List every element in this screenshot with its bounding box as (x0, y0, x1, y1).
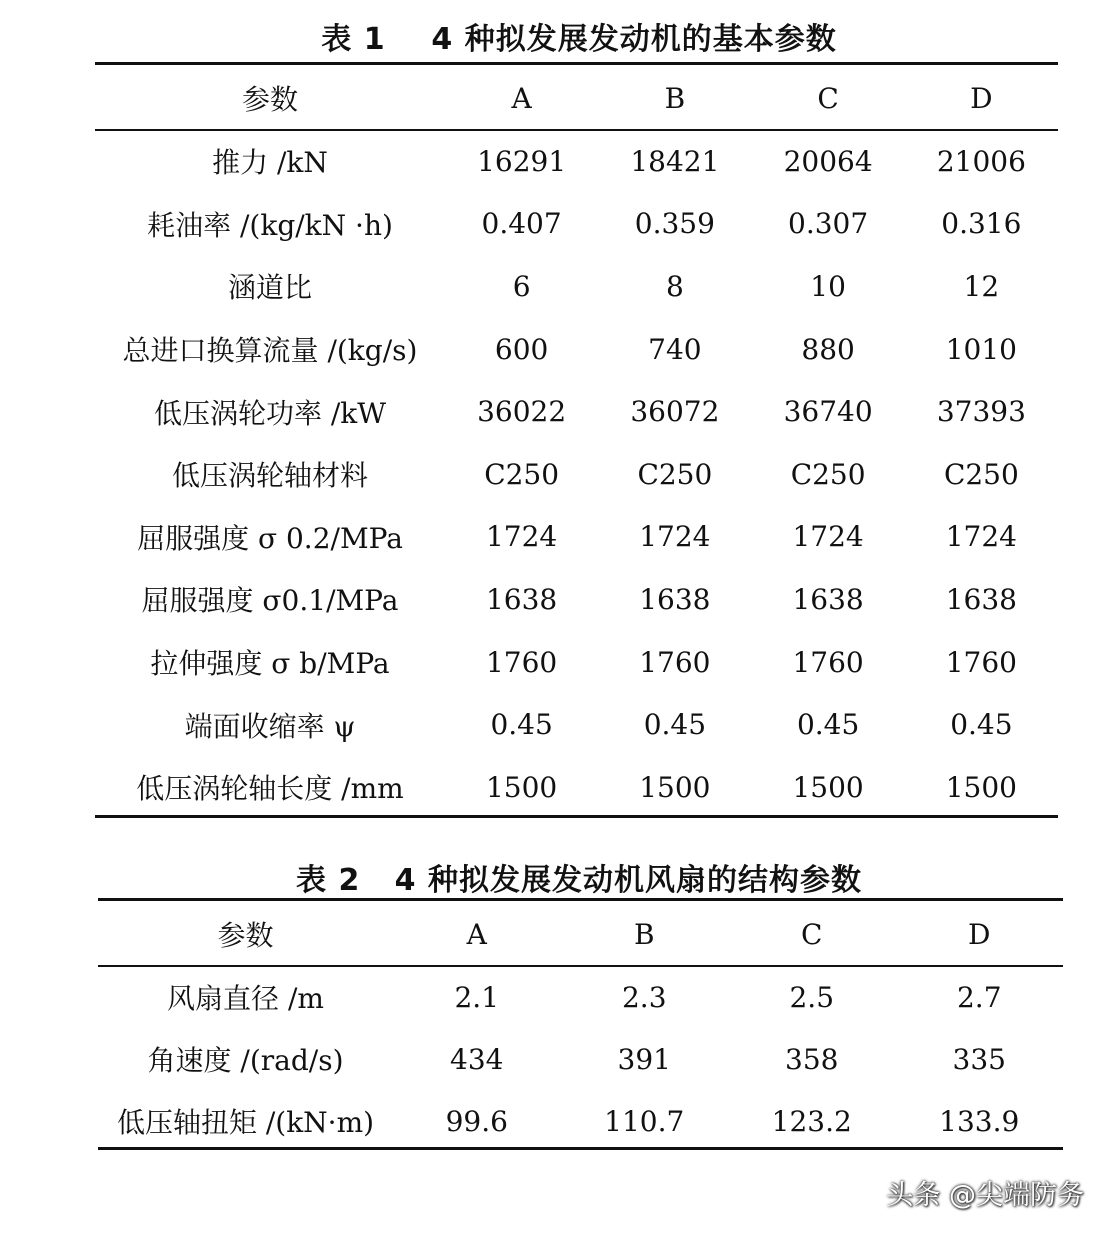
watermark: 头条 @尖端防务 (886, 1180, 1084, 1211)
table-row (98, 966, 1063, 1028)
param-name: 推力 /kN (212, 146, 328, 180)
value-cell: 36072 (630, 395, 720, 429)
table2-header-row (98, 902, 1063, 966)
value-cell: 21006 (936, 144, 1026, 178)
value-cell: 1760 (639, 645, 711, 679)
value-cell: 880 (801, 332, 855, 366)
table-row (95, 318, 1058, 381)
table-row (95, 380, 1058, 443)
param-name: 涵道比 (227, 271, 312, 305)
param-name: 低压涡轮轴长度 /mm (136, 772, 404, 806)
table1-header-row (95, 66, 1058, 130)
table-row (95, 568, 1058, 631)
table1 (95, 66, 1058, 819)
param-name: 低压轴扭矩 /(kN·m) (116, 1106, 375, 1139)
value-cell: C250 (484, 457, 560, 491)
value-cell: C250 (943, 457, 1019, 491)
param-name: 低压涡轮功率 /kW (153, 396, 387, 430)
value-cell: 110.7 (604, 1104, 685, 1138)
value-cell: 1638 (485, 582, 558, 616)
table2 (98, 902, 1063, 1152)
param-name: 屈服强度 σ0.1/MPa (141, 584, 399, 618)
value-cell: C250 (637, 457, 713, 491)
value-cell: 0.45 (643, 708, 707, 742)
table-row (95, 693, 1058, 756)
value-cell: 16291 (477, 144, 567, 178)
value-cell: 391 (617, 1042, 671, 1076)
value-cell: 1638 (792, 582, 864, 616)
table-row (95, 756, 1058, 819)
value-cell: 0.45 (950, 708, 1013, 742)
table2-title: 表 2 4 种拟发展发动机风扇的结构参数 (296, 863, 862, 898)
value-cell: 0.307 (788, 207, 869, 241)
header-cell: B (664, 81, 686, 115)
header-cell: A (511, 81, 532, 115)
value-cell: 1724 (792, 520, 864, 554)
value-cell: 10 (810, 269, 846, 303)
value-cell: 12 (963, 269, 1000, 303)
param-name: 风扇直径 /m (167, 982, 324, 1015)
table-row (95, 443, 1058, 506)
value-cell: 1638 (639, 582, 711, 616)
value-cell: 434 (450, 1042, 504, 1076)
value-cell: 600 (494, 332, 549, 366)
value-cell: 1638 (945, 582, 1017, 616)
header-cell: 参数 (241, 83, 298, 116)
param-name: 端面收缩率 ψ (184, 709, 356, 743)
value-cell: 1760 (792, 645, 864, 679)
value-cell: 133.9 (939, 1104, 1020, 1138)
value-cell: 1760 (485, 645, 558, 679)
table-row (95, 130, 1058, 193)
table-row (98, 1090, 1063, 1152)
table1-top-rule (95, 62, 1058, 65)
value-cell: 335 (952, 1042, 1006, 1076)
param-name: 耗油率 /(kg/kN ·h) (147, 208, 393, 242)
value-cell: 0.316 (941, 207, 1022, 241)
value-cell: 1724 (485, 520, 558, 554)
value-cell: 6 (512, 269, 531, 303)
value-cell: 37393 (936, 395, 1026, 429)
value-cell: 0.45 (796, 708, 860, 742)
header-cell: C (817, 81, 839, 115)
value-cell: 36740 (783, 395, 873, 429)
value-cell: 0.359 (634, 207, 715, 241)
value-cell: 358 (785, 1042, 839, 1076)
value-cell: 0.45 (490, 708, 553, 742)
table-row (98, 1028, 1063, 1090)
header-cell: D (968, 917, 991, 951)
value-cell: 1760 (945, 645, 1017, 679)
value-cell: 1500 (485, 770, 558, 804)
value-cell: 1010 (945, 332, 1017, 366)
value-cell: 20064 (783, 144, 873, 178)
value-cell: 1500 (792, 770, 864, 804)
value-cell: 2.1 (454, 980, 500, 1014)
header-cell: C (801, 917, 823, 951)
table-row (95, 255, 1058, 318)
header-cell: D (970, 81, 993, 115)
table2-top-rule (98, 898, 1063, 901)
header-cell: B (633, 917, 655, 951)
param-name: 屈服强度 σ 0.2/MPa (137, 521, 403, 555)
header-cell: 参数 (217, 919, 274, 952)
param-name: 拉伸强度 σ b/MPa (150, 647, 390, 681)
value-cell: 2.3 (621, 980, 667, 1014)
value-cell: 1500 (639, 770, 711, 804)
value-cell: C250 (790, 457, 866, 491)
param-name: 角速度 /(rad/s) (147, 1044, 344, 1077)
param-name: 低压涡轮轴材料 (171, 459, 368, 493)
value-cell: 18421 (630, 144, 720, 178)
value-cell: 8 (665, 269, 684, 303)
header-cell: A (466, 917, 487, 951)
value-cell: 99.6 (445, 1104, 508, 1138)
table-row (95, 506, 1058, 569)
value-cell: 740 (648, 332, 702, 366)
table1-title: 表 1 4 种拟发展发动机的基本参数 (321, 22, 837, 57)
value-cell: 0.407 (481, 207, 562, 241)
value-cell: 1724 (639, 520, 711, 554)
table-row (95, 193, 1058, 256)
param-name: 总进口换算流量 /(kg/s) (122, 334, 418, 368)
value-cell: 36022 (477, 395, 567, 429)
value-cell: 123.2 (771, 1104, 852, 1138)
value-cell: 1500 (945, 770, 1017, 804)
value-cell: 1724 (945, 520, 1017, 554)
table-row (95, 631, 1058, 694)
value-cell: 2.5 (789, 980, 835, 1014)
value-cell: 2.7 (956, 980, 1002, 1014)
